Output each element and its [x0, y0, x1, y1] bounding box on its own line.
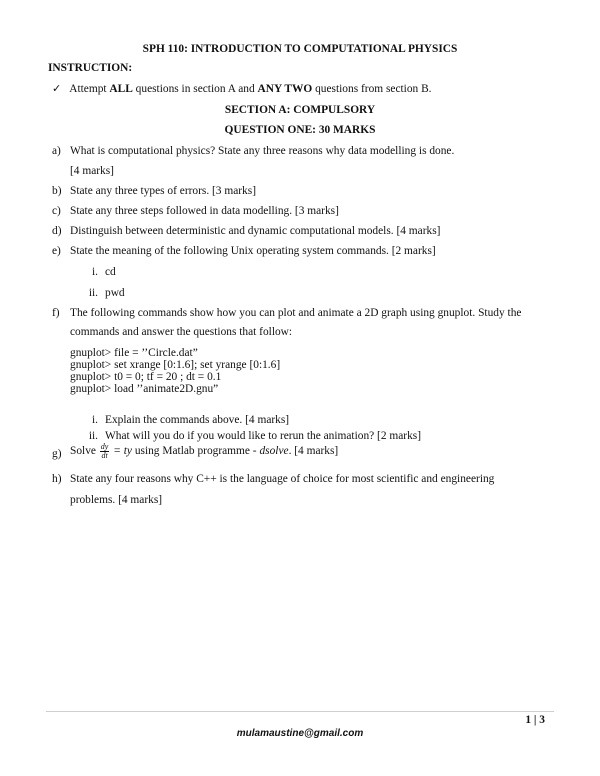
question-g-post: . [4 marks]: [288, 445, 339, 458]
instruction-any-two: ANY TWO: [257, 83, 313, 95]
question-g-pre: Solve: [70, 445, 99, 458]
checkmark-icon: ✓: [52, 82, 62, 95]
question-b-label: b): [52, 185, 62, 197]
question-b-text: State any three types of errors. [3 marks]: [70, 185, 256, 197]
question-h-line-1: State any four reasons why C++ is the language of choice for most scientific and engineering: [70, 473, 495, 485]
question-e-item-2-num: ii.: [88, 287, 98, 299]
question-g-text: [70, 443, 338, 460]
question-d-text: Distinguish between deterministic and dynamic computational models. [4 marks]: [70, 225, 441, 237]
equation-rhs: = ty: [110, 445, 132, 458]
fraction-denominator: dt: [101, 451, 108, 460]
question-a-text: What is computational physics? State any three reasons why data modelling is done.: [70, 145, 455, 157]
question-e-item-1-text: cd: [105, 266, 116, 278]
question-f-item-2-num: ii.: [88, 430, 98, 442]
question-f-item-2-text: What will you do if you would like to rerun the animation? [2 marks]: [105, 430, 422, 442]
code-line: gnuplot> t0 = 0; tf = 20 ; dt = 0.1: [70, 371, 222, 383]
instruction-post: questions from section B.: [312, 83, 432, 95]
footer-divider: [46, 711, 554, 712]
question-c-label: c): [52, 205, 61, 217]
question-title: QUESTION ONE: 30 MARKS: [224, 124, 376, 136]
question-e-label: e): [52, 245, 61, 257]
question-f-line-1: The following commands show how you can plot and animate a 2D graph using gnuplot. Study the: [70, 307, 522, 319]
page-number: 1 | 3: [525, 714, 545, 726]
question-e-text: State the meaning of the following Unix operating system commands. [2 marks]: [70, 245, 436, 257]
question-h-label: h): [52, 473, 62, 485]
question-a-label: a): [52, 145, 61, 157]
instruction-mid: questions in section A and: [132, 83, 258, 95]
question-g-tool: dsolve: [259, 445, 289, 458]
section-title: SECTION A: COMPULSORY: [224, 104, 376, 116]
instruction-pre: Attempt: [69, 83, 110, 95]
instruction-all: ALL: [109, 83, 133, 95]
instruction-line: [52, 82, 432, 95]
question-h-line-2: problems. [4 marks]: [70, 494, 163, 506]
footer-email: mulamaustine@gmail.com: [236, 728, 364, 739]
instruction-label: INSTRUCTION:: [48, 62, 133, 74]
question-f-item-1-num: i.: [91, 414, 98, 426]
question-f-line-2: commands and answer the questions that follow:: [70, 326, 293, 338]
question-g-mid: using Matlab programme -: [131, 445, 260, 458]
question-e-item-1-num: i.: [91, 266, 98, 278]
question-a-marks: [4 marks]: [70, 165, 114, 177]
question-c-text: State any three steps followed in data modelling. [3 marks]: [70, 205, 339, 217]
code-line: gnuplot> file = ’’Circle.dat”: [70, 347, 198, 359]
question-e-item-2-text: pwd: [105, 287, 125, 299]
document-title: SPH 110: INTRODUCTION TO COMPUTATIONAL PHYSICS: [142, 43, 458, 55]
question-d-label: d): [52, 225, 62, 237]
code-line: gnuplot> load ’’animate2D.gnu”: [70, 383, 219, 395]
question-g-label: g): [52, 448, 62, 460]
derivative-fraction: [100, 443, 110, 460]
fraction-numerator: dy: [100, 442, 109, 451]
question-f-item-1-text: Explain the commands above. [4 marks]: [105, 414, 290, 426]
code-line: gnuplot> set xrange [0:1.6]; set yrange [0:1.6]: [70, 359, 281, 371]
question-f-label: f): [52, 307, 60, 319]
